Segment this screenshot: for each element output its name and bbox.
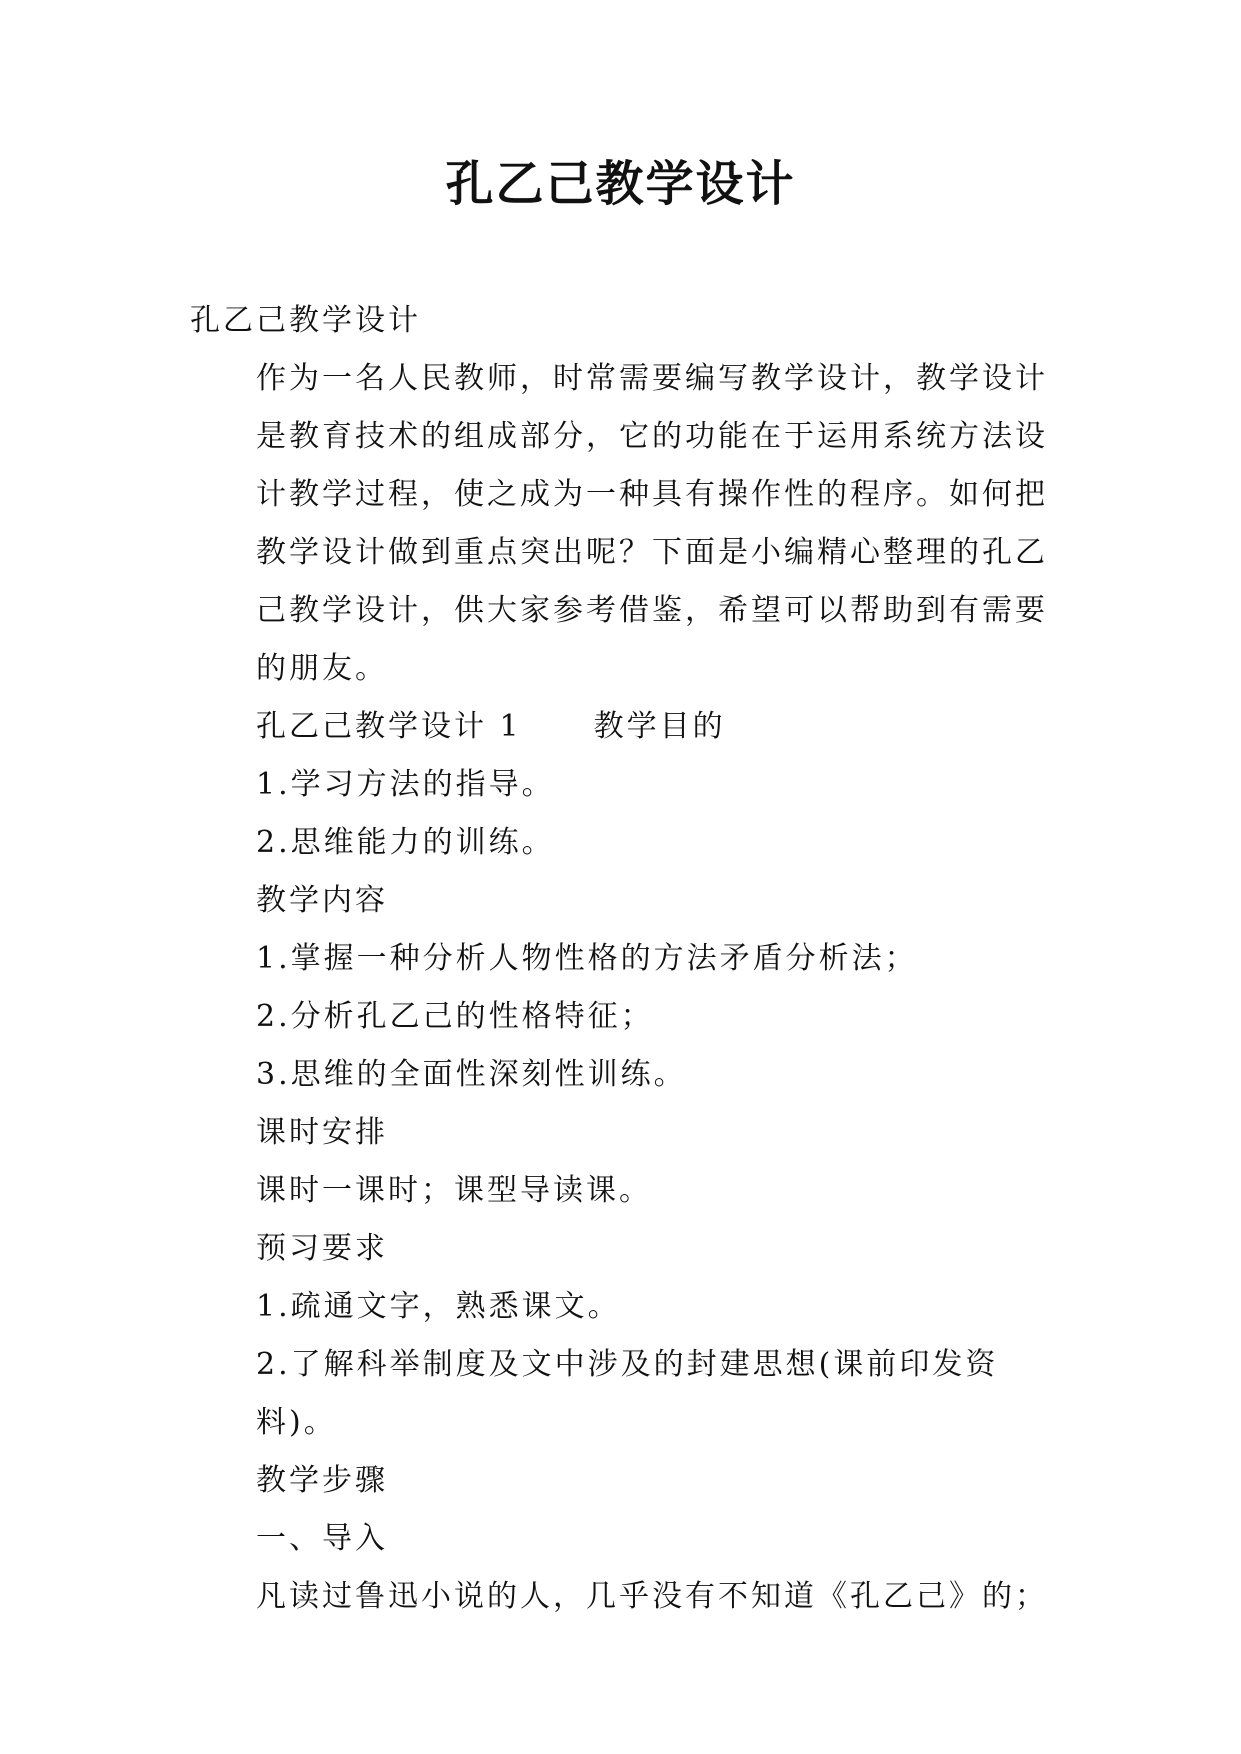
- objective-heading: 教学目的: [593, 709, 726, 744]
- content-item-3: 3.思维的全面性深刻性训练。: [256, 1057, 687, 1092]
- content-item-2: 2.分析孔乙己的性格特征；: [256, 999, 654, 1034]
- subtitle: 孔乙己教学设计: [190, 303, 421, 338]
- objective-item-1: 1.学习方法的指导。: [256, 767, 555, 802]
- schedule-text: 课时一课时；课型导读课。: [256, 1173, 652, 1208]
- preview-heading: 预习要求: [256, 1231, 388, 1266]
- section1-title: 孔乙己教学设计 1: [256, 709, 522, 744]
- intro-paragraph: 作为一名人民教师，时常需要编写教学设计，教学设计是教育技术的组成部分，它的功能在于运用系统方法设计教学过程，使之成为一种具有操作性的程序。如何把教学设计做到重点突出呢？下面是小编精心整理的孔乙己教学设计，供大家参考借鉴，希望可以帮助到有需要的朋友。: [256, 361, 1048, 686]
- schedule-heading: 课时安排: [256, 1115, 388, 1150]
- content-heading: 教学内容: [256, 883, 388, 918]
- document-title: 孔乙己教学设计: [445, 156, 796, 212]
- section-heading-row: [190, 698, 1060, 756]
- steps-heading: 教学步骤: [256, 1463, 388, 1498]
- step-1-text: 凡读过鲁迅小说的人，几乎没有不知道《孔乙己》的；: [256, 1579, 1048, 1614]
- content-item-1: 1.掌握一种分析人物性格的方法矛盾分析法；: [256, 941, 918, 976]
- objective-item-2: 2.思维能力的训练。: [256, 825, 555, 860]
- document-body: [190, 292, 1060, 1626]
- preview-item-2: 2.了解科举制度及文中涉及的封建思想(课前印发资料)。: [256, 1347, 999, 1440]
- preview-item-1: 1.疏通文字，熟悉课文。: [256, 1289, 621, 1324]
- step-1-heading: 一、导入: [256, 1521, 388, 1556]
